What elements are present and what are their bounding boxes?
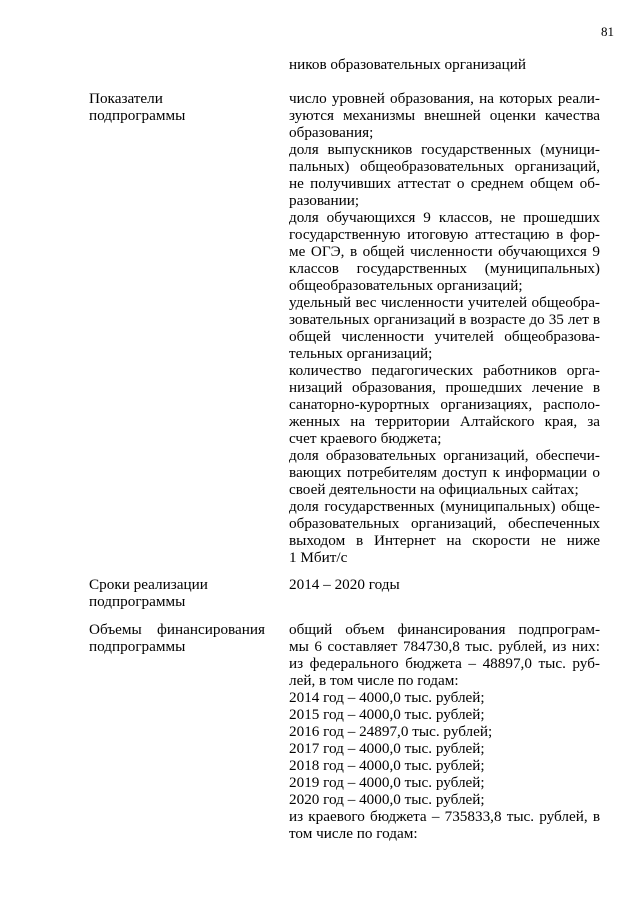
indicators-line: общеобразовательных организаций; — [289, 277, 523, 294]
funding-line: 2020 год – 4000,0 тыс. рублей; — [289, 791, 485, 808]
funding-line: 2015 год – 4000,0 тыс. рублей; — [289, 706, 485, 723]
indicators-line: санаторно-курортных организациях, располо- — [289, 396, 600, 413]
terms-label-2: подпрограммы — [89, 593, 186, 610]
indicators-line: количество педагогических работников орга- — [289, 362, 600, 379]
indicators-line: вающих потребителям доступ к информации о — [289, 464, 600, 481]
funding-line: том числе по годам: — [289, 825, 418, 842]
indicators-line: низаций образования, прошедших лечение в — [289, 379, 600, 396]
indicators-line: общей численности учителей общеобразова- — [289, 328, 600, 345]
indicators-line: зуются механизмы внешней оценки качества — [289, 107, 600, 124]
funding-line: 2018 год – 4000,0 тыс. рублей; — [289, 757, 485, 774]
funding-line: 2016 год – 24897,0 тыс. рублей; — [289, 723, 493, 740]
funding-line: общий объем финансирования подпрограм- — [289, 621, 600, 638]
indicators-line: доля образовательных организаций, обеспечи- — [289, 447, 600, 464]
funding-label-2: подпрограммы — [89, 638, 186, 655]
indicators-line: классов государственных (муниципальных) — [289, 260, 600, 277]
indicators-line: ме ОГЭ, в общей численности обучающихся 9 — [289, 243, 600, 260]
indicators-line: женных на территории Алтайского края, за — [289, 413, 600, 430]
funding-line: 2014 год – 4000,0 тыс. рублей; — [289, 689, 485, 706]
indicators-line: доля обучающихся 9 классов, не прошедших — [289, 209, 600, 226]
funding-label-1: Объемы финансирования — [89, 621, 265, 638]
indicators-line: образования; — [289, 124, 374, 141]
indicators-line: не получивших аттестат о среднем общем об- — [289, 175, 600, 192]
indicators-line: доля государственных (муниципальных) обще- — [289, 498, 600, 515]
funding-line: мы 6 составляет 784730,8 тыс. рублей, из них: — [289, 638, 600, 655]
funding-line: лей, в том числе по годам: — [289, 672, 459, 689]
indicators-line: государственную итоговую аттестацию в фор- — [289, 226, 600, 243]
indicators-line: своей деятельности на официальных сайтах; — [289, 481, 579, 498]
indicators-label-1: Показатели — [89, 90, 163, 107]
indicators-label-2: подпрограммы — [89, 107, 186, 124]
indicators-line: разовании; — [289, 192, 360, 209]
indicators-line: тельных организаций; — [289, 345, 433, 362]
indicators-line: выходом в Интернет на скорости не ниже — [289, 532, 600, 549]
indicators-line: удельный вес численности учителей общеобра- — [289, 294, 600, 311]
funding-line: 2019 год – 4000,0 тыс. рублей; — [289, 774, 485, 791]
indicators-line: образовательных организаций, обеспеченных — [289, 515, 600, 532]
indicators-line: зовательных организаций в возрасте до 35 лет в — [289, 311, 600, 328]
terms-label-1: Сроки реализации — [89, 576, 208, 593]
funding-line: из краевого бюджета – 735833,8 тыс. рублей, в — [289, 808, 600, 825]
funding-line: 2017 год – 4000,0 тыс. рублей; — [289, 740, 485, 757]
indicators-line: доля выпускников государственных (муници- — [289, 141, 600, 158]
terms-value: 2014 – 2020 годы — [289, 576, 400, 593]
indicators-line: 1 Мбит/с — [289, 549, 348, 566]
indicators-line: счет краевого бюджета; — [289, 430, 442, 447]
indicators-line: пальных) общеобразовательных организаций, — [289, 158, 600, 175]
page-number: 81 — [601, 24, 614, 39]
funding-line: из федерального бюджета – 48897,0 тыс. руб- — [289, 655, 600, 672]
indicators-line: число уровней образования, на которых реали- — [289, 90, 600, 107]
intro-line: ников образовательных организаций — [289, 56, 527, 73]
